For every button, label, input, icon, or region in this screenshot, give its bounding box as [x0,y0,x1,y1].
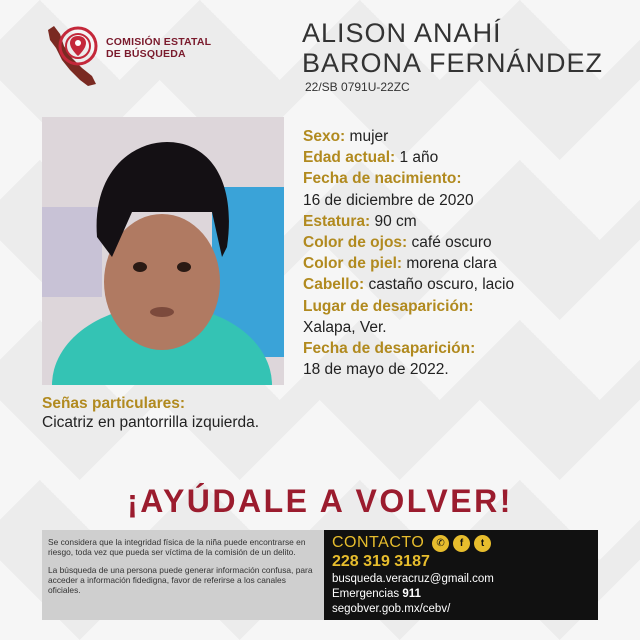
field-edad [303,147,623,168]
value-cabello: castaño oscuro, lacio [368,276,515,294]
label-nacimiento: Fecha de nacimiento: [303,170,462,188]
logo [42,24,242,94]
contact-website[interactable]: segobver.gob.mx/cebv/ [332,603,451,615]
value-piel: morena clara [406,255,497,273]
label-fecha-desaparicion: Fecha de desaparición: [303,340,476,358]
case-folio: 22/SB 0791U-22ZC [305,80,410,94]
label-edad: Edad actual: [303,149,396,167]
person-name [302,18,603,78]
label-lugar: Lugar de desaparición: [303,297,474,315]
logo-line2: DE BÚSQUEDA [106,48,186,60]
name-line2: BARONA FERNÁNDEZ [302,48,604,78]
help-heading: ¡AYÚDALE A VOLVER! [127,483,513,519]
label-piel: Color de piel: [303,255,403,273]
name-line1: ALISON ANAHÍ [302,18,502,48]
person-photo [42,117,284,385]
twitter-icon[interactable]: t [474,535,491,552]
marks-label: Señas particulares: [42,395,186,412]
value-lugar: Xalapa, Ver. [303,318,387,336]
value-sexo: mujer [349,128,389,145]
value-edad: 1 año [399,149,439,167]
emergency-number[interactable]: 911 [402,588,421,600]
contact-box [324,530,598,620]
whatsapp-icon[interactable]: ✆ [432,535,449,552]
field-ojos [303,232,623,253]
field-estatura [303,211,623,232]
contact-phone[interactable]: 228 319 3187 [332,553,430,570]
emergency-label: Emergencias [332,588,400,600]
contact-title-row [332,534,590,552]
label-cabello: Cabello: [303,276,365,294]
logo-text [106,36,211,60]
logo-line1: COMISIÓN ESTATAL [106,36,212,48]
label-sexo: Sexo: [303,128,346,145]
emergency-line [332,587,590,602]
disclaimer-p1: Se considera que la integridad física de la niña puede encontrarse en riesgo, toda vez que pueda ser víctima de la comisión de un delito. [48,537,306,557]
value-estatura: 90 cm [374,212,417,230]
marks-value: Cicatriz en pantorrilla izquierda. [42,414,260,431]
disclaimer-box [42,530,324,620]
contact-email[interactable]: busqueda.veracruz@gmail.com [332,573,494,585]
value-fecha-desaparicion: 18 de mayo de 2022. [303,361,449,379]
value-ojos: café oscuro [411,234,492,252]
label-estatura: Estatura: [303,212,371,230]
field-cabello [303,274,623,295]
person-details [303,126,623,380]
facebook-icon[interactable]: f [453,535,470,552]
value-nacimiento: 16 de diciembre de 2020 [303,191,474,209]
field-piel [303,253,623,274]
contact-title: CONTACTO [332,534,425,551]
veracruz-map-icon [42,24,102,90]
disclaimer-p2: La búsqueda de una persona puede generar información confusa, para acceder a información fidedigna, favor de referirse a los canales oficiales. [48,565,313,595]
label-ojos: Color de ojos: [303,234,408,252]
field-sexo [303,126,623,147]
